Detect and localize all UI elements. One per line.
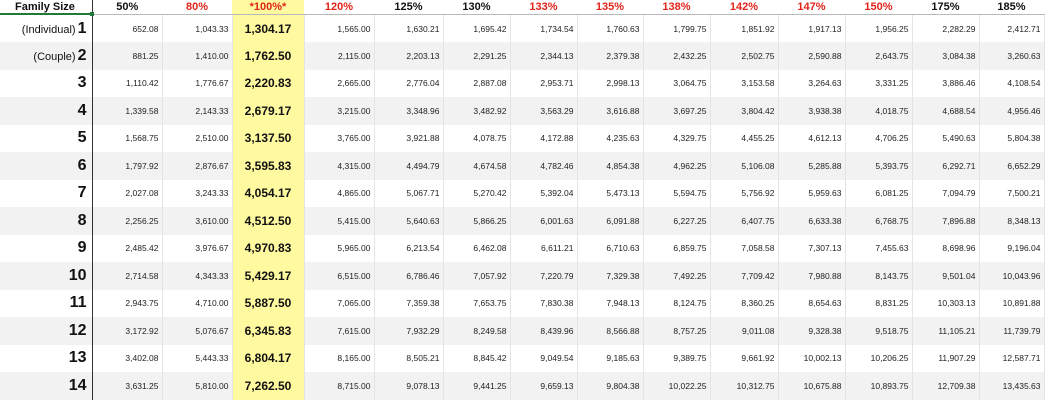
value-cell[interactable]: 5,473.13	[577, 180, 643, 208]
value-cell[interactable]: 1,734.54	[510, 15, 577, 43]
value-cell[interactable]: 1,695.42	[443, 15, 510, 43]
value-cell[interactable]: 2,643.75	[845, 42, 912, 70]
value-cell[interactable]: 12,709.38	[912, 372, 979, 400]
value-cell[interactable]: 6,768.75	[845, 207, 912, 235]
family-size-number: 1	[77, 19, 87, 37]
value-cell[interactable]: 3,616.88	[577, 97, 643, 125]
value-cell[interactable]: 2,943.75	[92, 290, 162, 318]
family-size-cell[interactable]	[0, 180, 92, 208]
column-header[interactable]: 133%	[510, 0, 577, 15]
value-cell[interactable]: 2,412.71	[979, 15, 1044, 43]
value-cell[interactable]: 9,196.04	[979, 235, 1044, 263]
value-cell[interactable]: 4,854.38	[577, 152, 643, 180]
value-cell[interactable]: 10,312.75	[710, 372, 778, 400]
family-size-cell[interactable]	[0, 15, 92, 43]
highlighted-value-cell[interactable]: 4,970.83	[232, 235, 304, 263]
value-cell[interactable]: 3,260.63	[979, 42, 1044, 70]
value-cell[interactable]: 3,153.58	[710, 70, 778, 98]
value-cell[interactable]: 1,956.25	[845, 15, 912, 43]
value-cell[interactable]: 5,393.75	[845, 152, 912, 180]
highlighted-value-cell[interactable]: 7,262.50	[232, 372, 304, 400]
value-cell[interactable]: 6,462.08	[443, 235, 510, 263]
value-cell[interactable]: 4,078.75	[443, 125, 510, 153]
value-cell[interactable]: 7,094.79	[912, 180, 979, 208]
value-cell[interactable]: 4,235.63	[577, 125, 643, 153]
value-cell[interactable]: 3,938.38	[778, 97, 845, 125]
value-cell[interactable]: 9,078.13	[374, 372, 443, 400]
value-cell[interactable]: 9,659.13	[510, 372, 577, 400]
family-size-number: 10	[68, 266, 87, 284]
value-cell[interactable]: 4,782.46	[510, 152, 577, 180]
value-cell[interactable]: 9,441.25	[443, 372, 510, 400]
value-cell[interactable]: 3,064.75	[643, 70, 710, 98]
family-size-label: (Individual)	[21, 23, 76, 36]
table-row	[0, 207, 1044, 235]
value-cell[interactable]: 1,110.42	[92, 70, 162, 98]
value-cell[interactable]: 3,631.25	[92, 372, 162, 400]
column-header[interactable]: 147%	[778, 0, 845, 15]
highlighted-value-cell[interactable]: 1,304.17	[232, 15, 304, 43]
value-cell[interactable]: 9,501.04	[912, 262, 979, 290]
value-cell[interactable]: 8,698.96	[912, 235, 979, 263]
value-cell[interactable]: 5,067.71	[374, 180, 443, 208]
value-cell[interactable]: 8,439.96	[510, 317, 577, 345]
value-cell[interactable]: 7,220.79	[510, 262, 577, 290]
value-cell[interactable]: 3,172.92	[92, 317, 162, 345]
family-size-cell[interactable]	[0, 290, 92, 318]
table-row	[0, 42, 1044, 70]
value-cell[interactable]: 8,143.75	[845, 262, 912, 290]
value-cell[interactable]: 3,697.25	[643, 97, 710, 125]
value-cell[interactable]: 7,932.29	[374, 317, 443, 345]
value-cell[interactable]: 5,415.00	[304, 207, 374, 235]
column-header[interactable]: 185%	[979, 0, 1044, 15]
highlighted-value-cell[interactable]: 6,804.17	[232, 345, 304, 373]
value-cell[interactable]: 2,485.42	[92, 235, 162, 263]
column-header[interactable]: 175%	[912, 0, 979, 15]
value-cell[interactable]: 3,243.33	[162, 180, 232, 208]
value-cell[interactable]: 3,402.08	[92, 345, 162, 373]
value-cell[interactable]: 1,799.75	[643, 15, 710, 43]
value-cell[interactable]: 1,851.92	[710, 15, 778, 43]
value-cell[interactable]: 6,213.54	[374, 235, 443, 263]
column-header[interactable]: 50%	[92, 0, 162, 15]
value-cell[interactable]: 5,076.67	[162, 317, 232, 345]
value-cell[interactable]: 2,203.13	[374, 42, 443, 70]
column-header[interactable]: 80%	[162, 0, 232, 15]
value-cell[interactable]: 7,709.42	[710, 262, 778, 290]
family-size-cell[interactable]	[0, 42, 92, 70]
value-cell[interactable]: 8,654.63	[778, 290, 845, 318]
value-cell[interactable]: 3,976.67	[162, 235, 232, 263]
family-size-number: 7	[77, 184, 87, 202]
value-cell[interactable]: 6,081.25	[845, 180, 912, 208]
family-size-label: (Couple)	[33, 50, 76, 63]
value-cell[interactable]: 6,633.38	[778, 207, 845, 235]
value-cell[interactable]: 8,505.21	[374, 345, 443, 373]
value-cell[interactable]: 3,084.38	[912, 42, 979, 70]
value-cell[interactable]: 2,953.71	[510, 70, 577, 98]
table-row	[0, 372, 1044, 400]
value-cell[interactable]: 4,612.13	[778, 125, 845, 153]
family-size-number: 5	[77, 129, 87, 147]
table-row	[0, 262, 1044, 290]
family-size-cell[interactable]	[0, 152, 92, 180]
value-cell[interactable]: 1,043.33	[162, 15, 232, 43]
value-cell[interactable]: 6,652.29	[979, 152, 1044, 180]
value-cell[interactable]: 7,948.13	[577, 290, 643, 318]
value-cell[interactable]: 4,343.33	[162, 262, 232, 290]
value-cell[interactable]: 6,786.46	[374, 262, 443, 290]
value-cell[interactable]: 6,710.63	[577, 235, 643, 263]
value-cell[interactable]: 7,058.58	[710, 235, 778, 263]
value-cell[interactable]: 6,407.75	[710, 207, 778, 235]
value-cell[interactable]: 9,011.08	[710, 317, 778, 345]
highlighted-value-cell[interactable]: 6,345.83	[232, 317, 304, 345]
value-cell[interactable]: 2,282.29	[912, 15, 979, 43]
value-cell[interactable]: 3,610.00	[162, 207, 232, 235]
value-cell[interactable]: 9,389.75	[643, 345, 710, 373]
family-size-cell[interactable]	[0, 317, 92, 345]
value-cell[interactable]: 3,804.42	[710, 97, 778, 125]
value-cell[interactable]: 10,043.96	[979, 262, 1044, 290]
column-header[interactable]: 138%	[643, 0, 710, 15]
value-cell[interactable]: 10,303.13	[912, 290, 979, 318]
value-cell[interactable]: 8,360.25	[710, 290, 778, 318]
column-header[interactable]: 135%	[577, 0, 643, 15]
value-cell[interactable]: 3,921.88	[374, 125, 443, 153]
value-cell[interactable]: 5,640.63	[374, 207, 443, 235]
value-cell[interactable]: 9,661.92	[710, 345, 778, 373]
fill-handle[interactable]	[90, 12, 94, 16]
value-cell[interactable]: 2,590.88	[778, 42, 845, 70]
value-cell[interactable]: 6,227.25	[643, 207, 710, 235]
value-cell[interactable]: 7,980.88	[778, 262, 845, 290]
family-size-number: 14	[68, 376, 87, 394]
value-cell[interactable]: 6,091.88	[577, 207, 643, 235]
family-size-cell[interactable]	[0, 97, 92, 125]
value-cell[interactable]: 6,611.21	[510, 235, 577, 263]
highlighted-value-cell[interactable]: 4,512.50	[232, 207, 304, 235]
value-cell[interactable]: 9,049.54	[510, 345, 577, 373]
value-cell[interactable]: 1,339.58	[92, 97, 162, 125]
highlighted-value-cell[interactable]: 2,220.83	[232, 70, 304, 98]
family-size-number: 12	[68, 321, 87, 339]
value-cell[interactable]: 4,706.25	[845, 125, 912, 153]
value-cell[interactable]: 7,329.38	[577, 262, 643, 290]
value-cell[interactable]: 5,959.63	[778, 180, 845, 208]
value-cell[interactable]: 3,563.29	[510, 97, 577, 125]
value-cell[interactable]: 10,675.88	[778, 372, 845, 400]
value-cell[interactable]: 10,206.25	[845, 345, 912, 373]
value-cell[interactable]: 4,315.00	[304, 152, 374, 180]
column-header[interactable]: 150%	[845, 0, 912, 15]
value-cell[interactable]: 13,435.63	[979, 372, 1044, 400]
value-cell[interactable]: 4,108.54	[979, 70, 1044, 98]
value-cell[interactable]: 10,891.88	[979, 290, 1044, 318]
value-cell[interactable]: 7,653.75	[443, 290, 510, 318]
value-cell[interactable]: 2,998.13	[577, 70, 643, 98]
value-cell[interactable]: 2,776.04	[374, 70, 443, 98]
family-size-number: 3	[77, 74, 87, 92]
value-cell[interactable]: 4,494.79	[374, 152, 443, 180]
value-cell[interactable]: 9,328.38	[778, 317, 845, 345]
value-cell[interactable]: 7,065.00	[304, 290, 374, 318]
value-cell[interactable]: 7,896.88	[912, 207, 979, 235]
value-cell[interactable]: 3,264.63	[778, 70, 845, 98]
highlighted-value-cell[interactable]: 5,887.50	[232, 290, 304, 318]
value-cell[interactable]: 7,492.25	[643, 262, 710, 290]
value-cell[interactable]: 2,143.33	[162, 97, 232, 125]
value-cell[interactable]: 12,587.71	[979, 345, 1044, 373]
family-size-cell[interactable]	[0, 372, 92, 400]
value-cell[interactable]: 11,739.79	[979, 317, 1044, 345]
highlighted-value-cell[interactable]: 4,054.17	[232, 180, 304, 208]
value-cell[interactable]: 5,810.00	[162, 372, 232, 400]
value-cell[interactable]: 2,027.08	[92, 180, 162, 208]
value-cell[interactable]: 8,566.88	[577, 317, 643, 345]
value-cell[interactable]: 1,410.00	[162, 42, 232, 70]
value-cell[interactable]: 7,359.38	[374, 290, 443, 318]
family-size-cell[interactable]	[0, 125, 92, 153]
value-cell[interactable]: 7,307.13	[778, 235, 845, 263]
table-row	[0, 97, 1044, 125]
value-cell[interactable]: 3,765.00	[304, 125, 374, 153]
value-cell[interactable]: 10,002.13	[778, 345, 845, 373]
value-cell[interactable]: 1,760.63	[577, 15, 643, 43]
family-size-number: 2	[77, 46, 87, 64]
value-cell[interactable]: 2,665.00	[304, 70, 374, 98]
value-cell[interactable]: 3,215.00	[304, 97, 374, 125]
column-header[interactable]: 125%	[374, 0, 443, 15]
value-cell[interactable]: 8,831.25	[845, 290, 912, 318]
value-cell[interactable]: 2,432.25	[643, 42, 710, 70]
value-cell[interactable]: 10,022.25	[643, 372, 710, 400]
column-header[interactable]: 120%	[304, 0, 374, 15]
column-header[interactable]: 142%	[710, 0, 778, 15]
value-cell[interactable]: 3,482.92	[443, 97, 510, 125]
value-cell[interactable]: 7,615.00	[304, 317, 374, 345]
value-cell[interactable]: 1,917.13	[778, 15, 845, 43]
value-cell[interactable]: 6,859.75	[643, 235, 710, 263]
value-cell[interactable]: 7,057.92	[443, 262, 510, 290]
value-cell[interactable]: 2,502.75	[710, 42, 778, 70]
value-cell[interactable]: 8,845.42	[443, 345, 510, 373]
value-cell[interactable]: 5,594.75	[643, 180, 710, 208]
header-family-size[interactable]: Family Size	[0, 0, 92, 15]
family-size-number: 8	[77, 211, 87, 229]
value-cell[interactable]: 2,876.67	[162, 152, 232, 180]
value-cell[interactable]: 6,292.71	[912, 152, 979, 180]
value-cell[interactable]: 5,392.04	[510, 180, 577, 208]
value-cell[interactable]: 5,490.63	[912, 125, 979, 153]
table-row	[0, 125, 1044, 153]
value-cell[interactable]: 4,018.75	[845, 97, 912, 125]
value-cell[interactable]: 5,443.33	[162, 345, 232, 373]
value-cell[interactable]: 8,757.25	[643, 317, 710, 345]
table-row	[0, 180, 1044, 208]
highlighted-value-cell[interactable]: 2,679.17	[232, 97, 304, 125]
value-cell[interactable]: 8,249.58	[443, 317, 510, 345]
value-cell[interactable]: 4,710.00	[162, 290, 232, 318]
table-row	[0, 345, 1044, 373]
value-cell[interactable]: 8,348.13	[979, 207, 1044, 235]
value-cell[interactable]: 8,165.00	[304, 345, 374, 373]
table-row	[0, 70, 1044, 98]
value-cell[interactable]: 4,674.58	[443, 152, 510, 180]
table-row	[0, 317, 1044, 345]
value-cell[interactable]: 2,291.25	[443, 42, 510, 70]
highlighted-value-cell[interactable]: 3,137.50	[232, 125, 304, 153]
value-cell[interactable]: 2,344.13	[510, 42, 577, 70]
value-cell[interactable]: 9,804.38	[577, 372, 643, 400]
table-body	[0, 15, 1044, 400]
column-header[interactable]: 130%	[443, 0, 510, 15]
value-cell[interactable]: 2,115.00	[304, 42, 374, 70]
table-row	[0, 235, 1044, 263]
value-cell[interactable]: 3,348.96	[374, 97, 443, 125]
family-size-cell[interactable]	[0, 207, 92, 235]
family-size-cell[interactable]	[0, 70, 92, 98]
value-cell[interactable]: 5,756.92	[710, 180, 778, 208]
value-cell[interactable]: 10,893.75	[845, 372, 912, 400]
value-cell[interactable]: 6,001.63	[510, 207, 577, 235]
value-cell[interactable]: 8,715.00	[304, 372, 374, 400]
value-cell[interactable]: 6,515.00	[304, 262, 374, 290]
value-cell[interactable]: 5,106.08	[710, 152, 778, 180]
value-cell[interactable]: 7,500.21	[979, 180, 1044, 208]
family-size-number: 11	[69, 294, 87, 312]
value-cell[interactable]: 5,965.00	[304, 235, 374, 263]
value-cell[interactable]: 9,518.75	[845, 317, 912, 345]
value-cell[interactable]: 2,887.08	[443, 70, 510, 98]
value-cell[interactable]: 5,804.38	[979, 125, 1044, 153]
value-cell[interactable]: 4,688.54	[912, 97, 979, 125]
family-size-number: 4	[77, 101, 87, 119]
value-cell[interactable]: 3,886.46	[912, 70, 979, 98]
value-cell[interactable]: 7,455.63	[845, 235, 912, 263]
value-cell[interactable]: 3,331.25	[845, 70, 912, 98]
family-size-cell[interactable]	[0, 235, 92, 263]
value-cell[interactable]: 5,270.42	[443, 180, 510, 208]
value-cell[interactable]: 2,510.00	[162, 125, 232, 153]
table-row	[0, 15, 1044, 43]
value-cell[interactable]: 2,379.38	[577, 42, 643, 70]
value-cell[interactable]: 8,124.75	[643, 290, 710, 318]
family-size-cell[interactable]	[0, 262, 92, 290]
highlighted-value-cell[interactable]: 1,762.50	[232, 42, 304, 70]
value-cell[interactable]: 1,630.21	[374, 15, 443, 43]
value-cell[interactable]: 11,907.29	[912, 345, 979, 373]
family-size-cell[interactable]	[0, 345, 92, 373]
value-cell[interactable]: 881.25	[92, 42, 162, 70]
value-cell[interactable]: 1,797.92	[92, 152, 162, 180]
highlighted-value-cell[interactable]: 3,595.83	[232, 152, 304, 180]
value-cell[interactable]: 4,455.25	[710, 125, 778, 153]
family-size-number: 6	[77, 156, 87, 174]
header-row	[0, 0, 1044, 15]
value-cell[interactable]: 2,256.25	[92, 207, 162, 235]
value-cell[interactable]: 4,865.00	[304, 180, 374, 208]
value-cell[interactable]: 652.08	[92, 15, 162, 43]
value-cell[interactable]: 5,866.25	[443, 207, 510, 235]
value-cell[interactable]: 1,568.75	[92, 125, 162, 153]
highlighted-value-cell[interactable]: 5,429.17	[232, 262, 304, 290]
family-size-number: 13	[68, 349, 87, 367]
value-cell[interactable]: 7,830.38	[510, 290, 577, 318]
value-cell[interactable]: 4,329.75	[643, 125, 710, 153]
value-cell[interactable]: 11,105.21	[912, 317, 979, 345]
value-cell[interactable]: 4,962.25	[643, 152, 710, 180]
value-cell[interactable]: 2,714.58	[92, 262, 162, 290]
column-header[interactable]: *100%*	[232, 0, 304, 15]
value-cell[interactable]: 4,172.88	[510, 125, 577, 153]
value-cell[interactable]: 5,285.88	[778, 152, 845, 180]
table-row	[0, 152, 1044, 180]
value-cell[interactable]: 1,565.00	[304, 15, 374, 43]
family-size-number: 9	[77, 239, 87, 257]
value-cell[interactable]: 1,776.67	[162, 70, 232, 98]
value-cell[interactable]: 9,185.63	[577, 345, 643, 373]
value-cell[interactable]: 4,956.46	[979, 97, 1044, 125]
table-row	[0, 290, 1044, 318]
